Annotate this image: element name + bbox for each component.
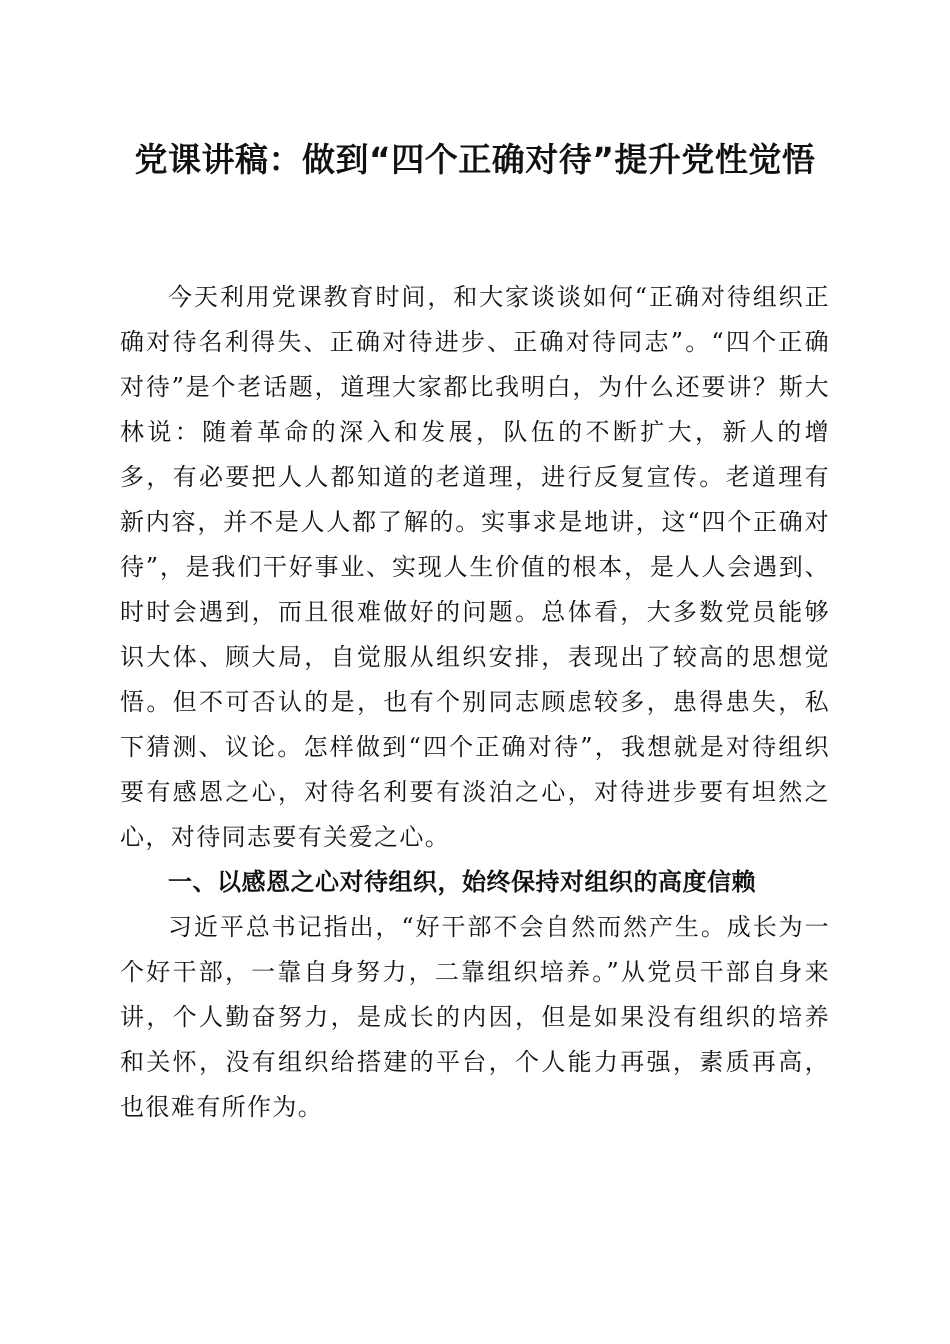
- document-title: 党课讲稿：做到“四个正确对待”提升党性觉悟: [134, 140, 816, 179]
- intro-paragraph: 今天利用党课教育时间，和大家谈谈如何“正确对待组织正确对待名利得失、正确对待进步、正确对待同志”。“四个正确对待”是个老话题，道理大家都比我明白，为什么还要讲？斯大林说：随着革命的深入和发展，队伍的不断扩大，新人的增多，有必要把人人都知道的老道理，进行反复宣传。老道理有新内容，并不是人人都了解的。实事求是地讲，这“四个正确对待”，是我们干好事业、实现人生价值的根本，是人人会遇到、时时会遇到，而且很难做好的问题。总体看，大多数党员能够识大体、顾大局，自觉服从组织安排，表现出了较高的思想觉悟。但不可否认的是，也有个别同志顾虑较多，患得患失，私下猜测、议论。怎样做到“四个正确对待”，我想就是对待组织要有感恩之心，对待名利要有淡泊之心，对待进步要有坦然之心，对待同志要有关爱之心。: [120, 283, 830, 851]
- section-paragraph: 习近平总书记指出，“好干部不会自然而然产生。成长为一个好干部，一靠自身努力，二靠组织培养。”从党员干部自身来讲，个人勤奋努力，是成长的内因，但是如果没有组织的培养和关怀，没有组织给搭建的平台，个人能力再强，素质再高，也很难有所作为。: [120, 913, 830, 1121]
- document-body: [120, 275, 830, 1130]
- section-heading: 一、以感恩之心对待组织，始终保持对组织的高度信赖: [168, 868, 756, 896]
